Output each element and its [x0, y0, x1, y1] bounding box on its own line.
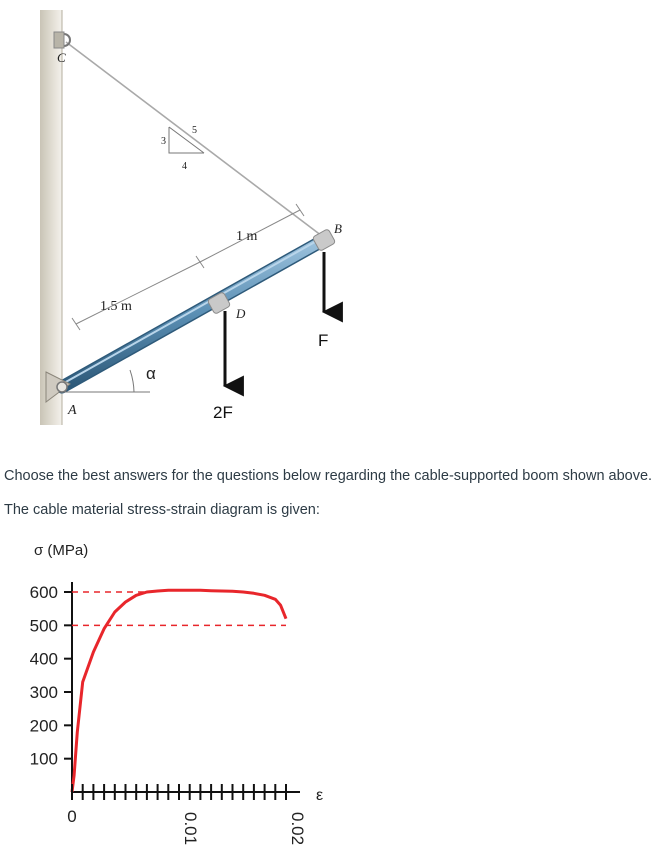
y-tick-label: 500	[29, 616, 58, 636]
label-point-a: A	[68, 403, 77, 418]
slope-label-5: 5	[192, 125, 197, 136]
force-label-f: F	[318, 331, 329, 350]
angle-alpha-label: α	[146, 364, 156, 383]
label-point-c: C	[57, 50, 66, 65]
dimension-label-15m: 1.5 m	[100, 299, 132, 314]
y-tick-label: 300	[29, 683, 58, 702]
instruction-text: Choose the best answers for the questions below regarding the cable-supported boom shown above.	[4, 468, 652, 484]
wall	[40, 10, 62, 425]
y-tick-label: 600	[29, 583, 58, 602]
y-tick-label: 200	[29, 716, 58, 736]
stress-strain-chart	[0, 530, 652, 866]
x-tick-label: 0.01	[181, 812, 200, 846]
material-note: The cable material stress-strain diagram is given:	[4, 502, 320, 518]
slope-triangle	[169, 127, 204, 153]
dimension-label-1m: 1 m	[236, 229, 258, 244]
y-tick-label: 400	[29, 649, 58, 669]
label-point-d: D	[236, 306, 246, 321]
slope-label-3: 3	[161, 136, 166, 147]
x-tick-label: 0	[67, 807, 77, 826]
cable-cb	[66, 42, 322, 236]
slope-label-4: 4	[182, 161, 187, 172]
label-point-b: B	[334, 221, 342, 236]
y-tick-label: 100	[29, 749, 58, 769]
stress-strain-curve	[72, 590, 286, 792]
force-label-2f: 2F	[213, 403, 233, 422]
y-axis-label: σ (MPa)	[34, 542, 89, 559]
support-c	[54, 32, 70, 48]
x-tick-label: 0.02	[288, 812, 307, 846]
x-axis-label: ε	[316, 787, 324, 804]
